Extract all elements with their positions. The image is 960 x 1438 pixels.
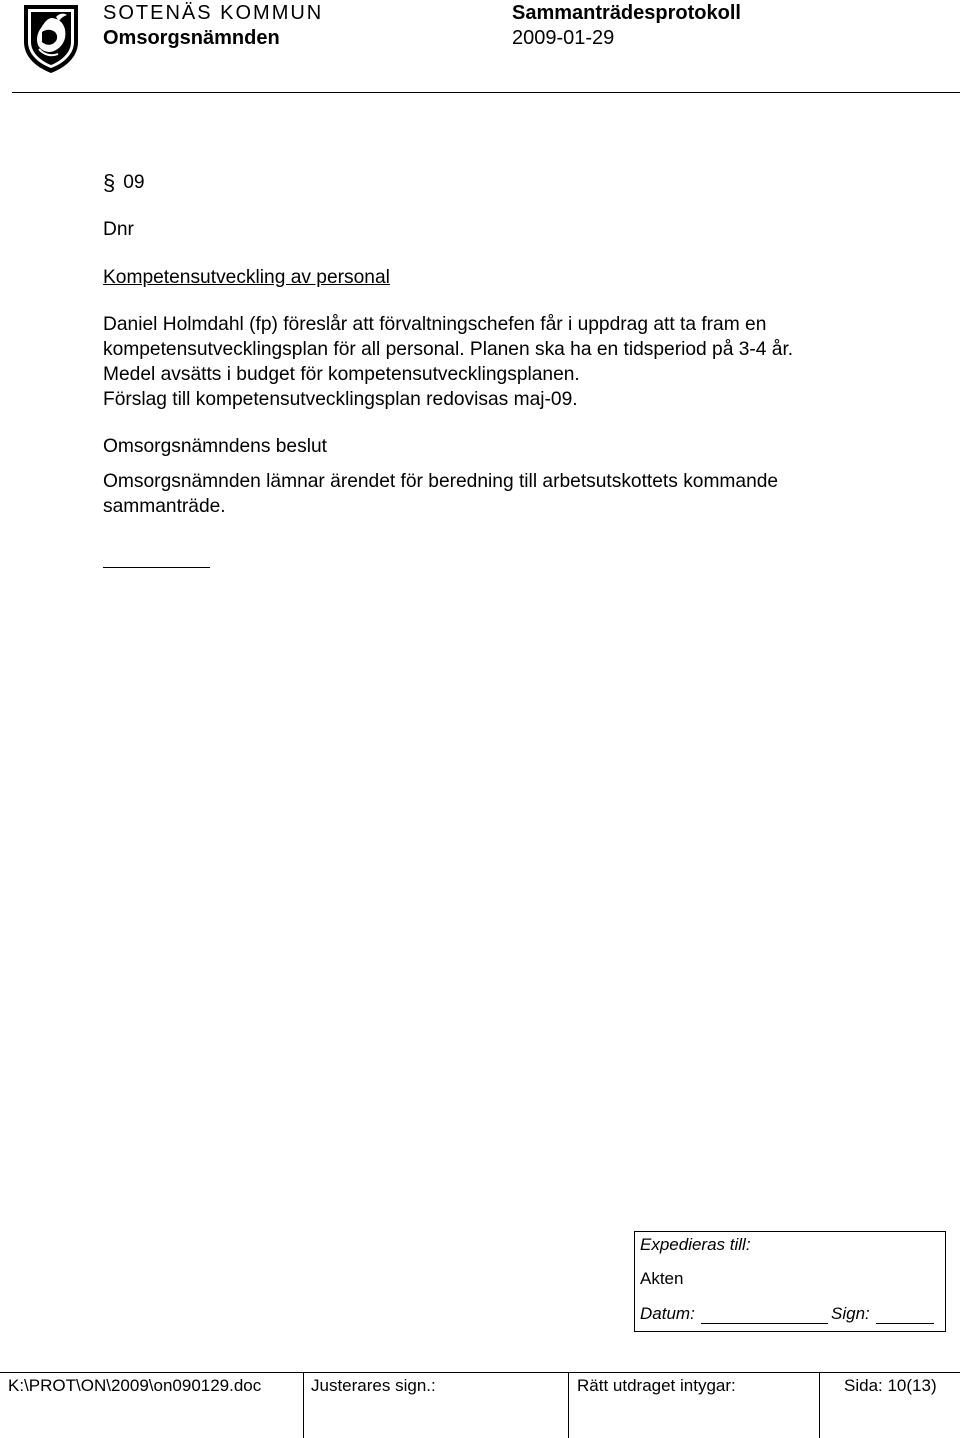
page-number: Sida: 10(13) (844, 1376, 937, 1395)
end-of-item-rule (103, 567, 210, 568)
header-divider (12, 92, 960, 93)
paragraph-line: kompetensutvecklingsplan för all personal. Planen ska ha en tidsperiod på 3-4 år. (103, 339, 794, 360)
decision-text (103, 469, 778, 519)
section-number-value: 09 (123, 172, 145, 193)
committee-name: Omsorgsnämnden (103, 27, 280, 49)
sign-label: Sign: (831, 1304, 870, 1323)
paragraph-line: Förslag till kompetensutvecklingsplan redovisas maj-09. (103, 389, 578, 410)
paragraph-line: Medel avsätts i budget för kompetensutvecklingsplanen. (103, 364, 580, 385)
footer-separator (568, 1372, 569, 1438)
decision-heading: Omsorgsnämndens beslut (103, 436, 327, 457)
section-number (103, 168, 145, 195)
item-title: Kompetensutveckling av personal (103, 267, 390, 288)
paragraph-line: Daniel Holmdahl (fp) föreslår att förvaltningschefen får i uppdrag att ta fram en (103, 314, 767, 335)
item-paragraph (103, 312, 793, 412)
document-type: Sammanträdesprotokoll (512, 2, 741, 24)
footer-divider (0, 1372, 960, 1373)
meeting-date: 2009-01-29 (512, 27, 615, 49)
date-label: Datum: (640, 1304, 695, 1323)
distribution-label: Expedieras till: (640, 1235, 751, 1254)
section-symbol: § (103, 170, 116, 195)
certified-extract-label: Rätt utdraget intygar: (577, 1376, 736, 1395)
organization-name: SOTENÄS KOMMUN (103, 2, 324, 24)
decision-line: Omsorgsnämnden lämnar ärendet för beredning till arbetsutskottets kommande (103, 471, 779, 492)
dnr-label: Dnr (103, 219, 134, 240)
date-signature-line (701, 1323, 828, 1324)
decision-line: sammanträde. (103, 496, 226, 517)
footer-separator (819, 1372, 820, 1438)
distribution-recipient: Akten (640, 1269, 684, 1288)
adjuster-signature-label: Justerares sign.: (311, 1376, 436, 1395)
sign-signature-line (876, 1323, 934, 1324)
file-path: K:\PROT\ON\2009\on090129.doc (8, 1376, 262, 1395)
municipal-crest-icon (20, 2, 82, 74)
footer-separator (303, 1372, 304, 1438)
